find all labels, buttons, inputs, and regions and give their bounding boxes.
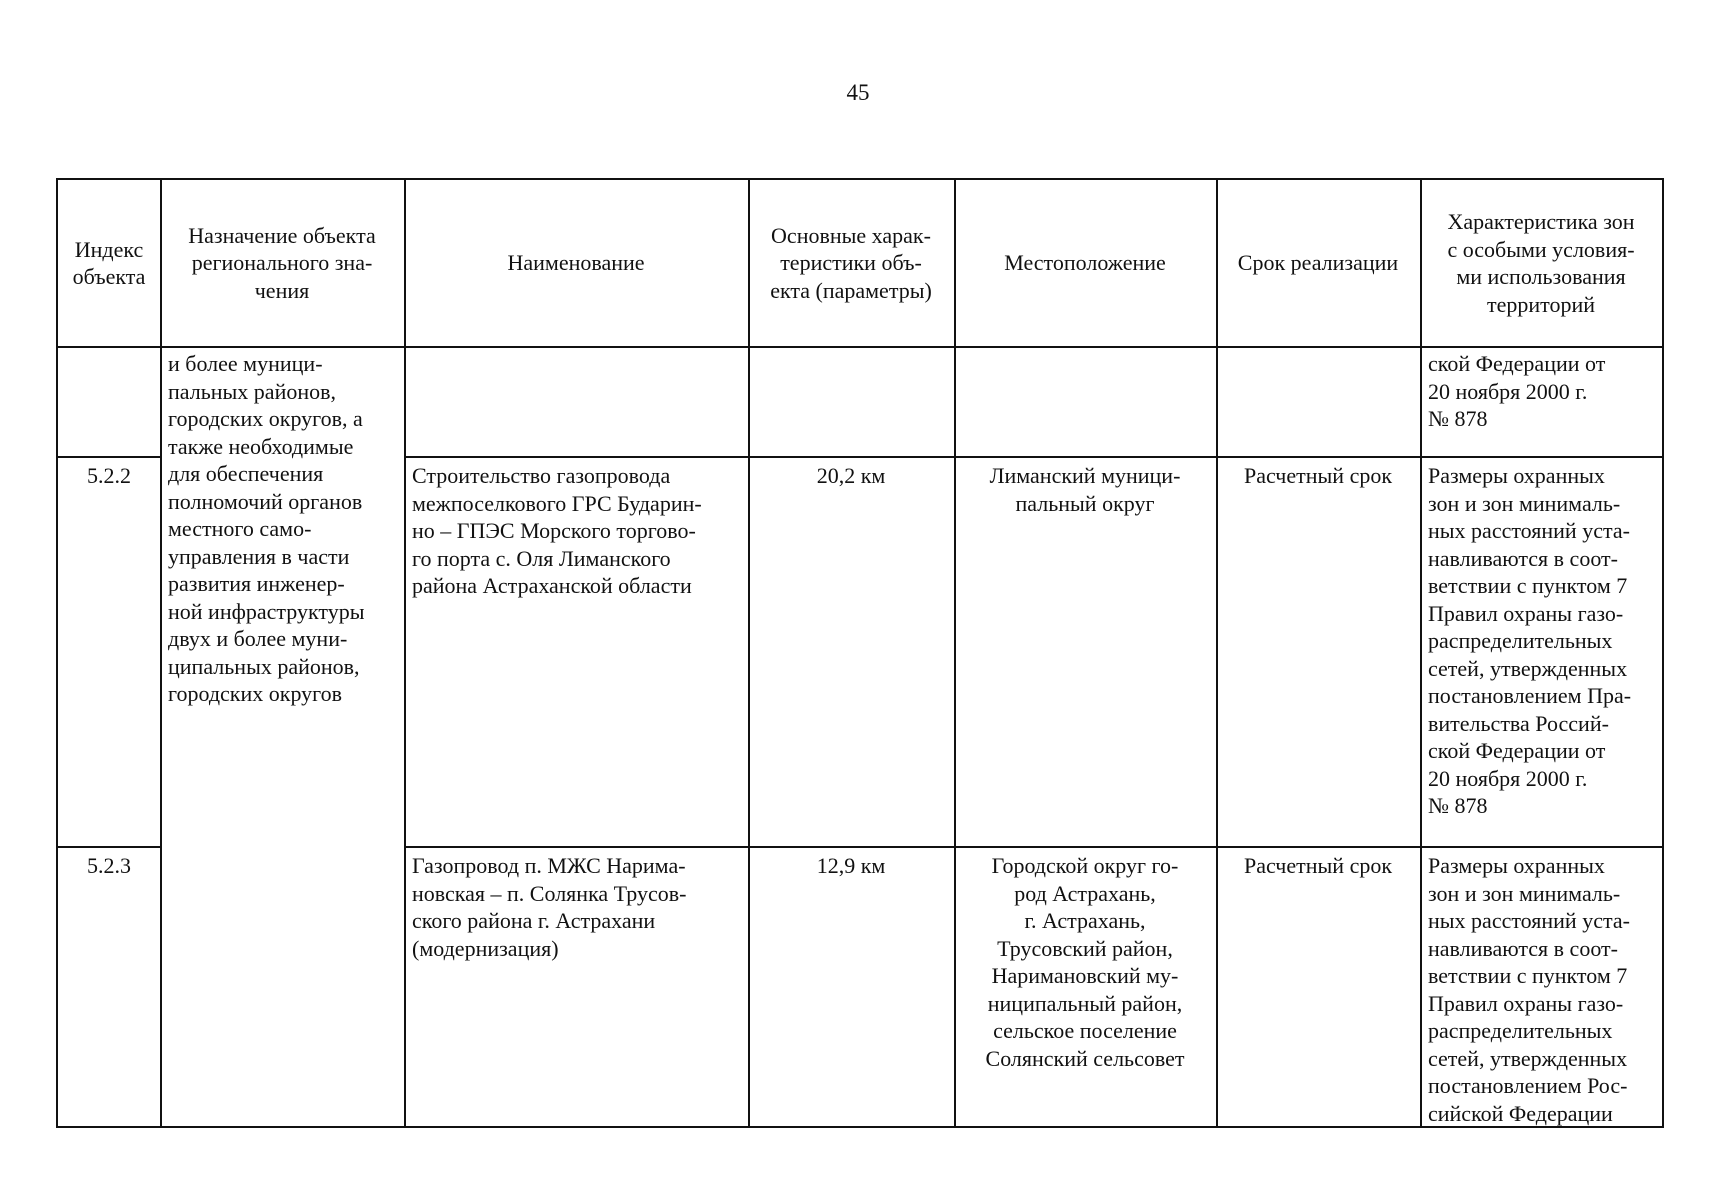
row-divider: [404, 846, 1662, 848]
header-index: Индекс объекта: [72, 236, 146, 289]
header-location: Местоположение: [1004, 250, 1166, 276]
header-zones: Характеристика зон с особыми условия- ми использования территорий: [1447, 209, 1635, 317]
header-term: Срок реализации: [1237, 250, 1399, 276]
table-row-zones: Размеры охранных зон и зон минималь- ных расстояний уста- навливаются в соот- ветствии с пунктом 7 Правил охраны газо- распределительных сетей, утвержденных постановлением Рос- сийской Федерации: [1428, 853, 1630, 1126]
table-row-term: Расчетный срок: [1243, 853, 1393, 878]
table-row-location: Городской округ го- род Астрахань, г. Астрахань, Трусовский район, Наримановский му- ниципальный район, сельское поселение Солянский сельсовет: [985, 853, 1185, 1071]
row-divider: [58, 456, 160, 458]
row-divider: [58, 846, 160, 848]
page-number: 45: [846, 80, 870, 105]
table-row-location: Лиманский муници- пальный округ: [989, 463, 1181, 516]
table-row-params: 12,9 км: [816, 853, 886, 878]
table-row-index: 5.2.2: [87, 463, 131, 488]
table-row-params: 20,2 км: [816, 463, 886, 488]
purpose-description: и более муници- пальных районов, городских округов, а также необходимые для обеспечения полномочий органов местного само- управления в части развития инженер- ной инфраструктуры двух и более муни- ципальных районов, городских округов: [168, 351, 365, 706]
table-row-index: 5.2.3: [87, 853, 131, 878]
zones-continuation: ской Федерации от 20 ноября 2000 г. № 878: [1428, 351, 1606, 431]
table-row-name: Строительство газопровода межпоселкового ГРС Бударин- но – ГПЭС Морского торгово- го порта с. Оля Лиманского района Астраханской области: [412, 463, 702, 598]
header-name: Наименование: [507, 250, 645, 276]
table-row-name: Газопровод п. МЖС Нарима- новская – п. Солянка Трусов- ского района г. Астрахани (модернизация): [412, 853, 687, 961]
planning-table: [56, 178, 1664, 1128]
table-row-zones: Размеры охранных зон и зон минималь- ных расстояний уста- навливаются в соот- ветствии с пунктом 7 Правил охраны газо- распределительных сетей, утвержденных постановлением Пра- вительства Россий- ской Федерации от 20 ноября 2000 г. № 878: [1428, 463, 1632, 818]
header-purpose: Назначение объекта регионального зна- чения: [188, 222, 376, 303]
header-bottom-border: [58, 346, 1662, 348]
header-params: Основные харак- теристики объ- екта (параметры): [770, 222, 932, 303]
row-divider: [404, 456, 1662, 458]
table-row-term: Расчетный срок: [1243, 463, 1393, 488]
